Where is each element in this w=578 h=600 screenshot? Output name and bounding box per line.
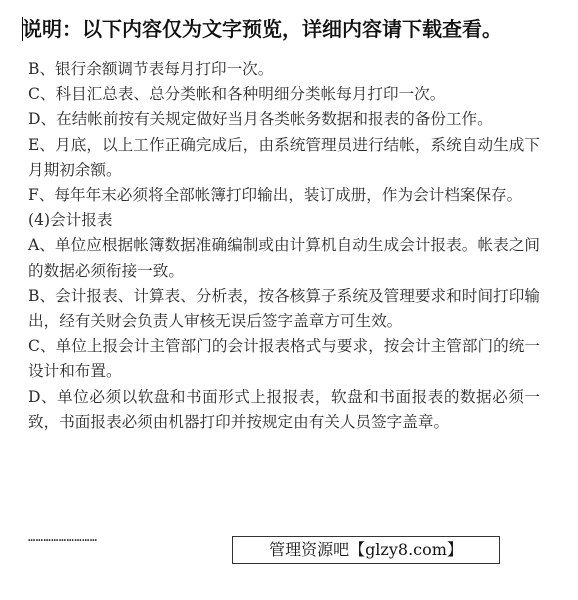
paragraph-a-report-generation: A、单位应根据帐簿数据准确编制或由计算机自动生成会计报表。帐表之间的数据必须衔接一致。 <box>28 236 540 280</box>
document-body <box>28 57 540 435</box>
section-heading-accounting-reports: (4)会计报表 <box>28 211 113 230</box>
paragraph-e-month-closing: E、月底，以上工作正确完成后，由系统管理员进行结帐，系统自动生成下月期初余额。 <box>28 135 540 179</box>
paragraph-f-year-end-archive: F、每年年末必须将全部帐簿打印输出，装订成册，作为会计档案保存。 <box>28 186 523 205</box>
preview-notice: 说明：以下内容仅为文字预览，详细内容请下载查看。 <box>22 17 502 41</box>
paragraph-b-report-printing: B、会计报表、计算表、分析表，按各核算子系统及管理要求和时间打印输出，经有关财会负责人审核无误后签字盖章方可生效。 <box>28 286 540 331</box>
paragraph-c-ledger-printing: C、科目汇总表、总分类帐和各种明细分类帐每月打印一次。 <box>28 85 446 104</box>
ellipsis-dots: ……………………… <box>28 530 98 544</box>
paragraph-d-backup: D、在结帐前按有关规定做好当月各类帐务数据和报表的备份工作。 <box>28 110 493 129</box>
source-watermark-box: 管理资源吧【glzy8.com】 <box>232 536 500 564</box>
paragraph-c-report-format: C、单位上报会计主管部门的会计报表格式与要求，按会计主管部门的统一设计和布置。 <box>28 337 540 381</box>
paragraph-d-report-submission: D、单位必须以软盘和书面形式上报报表，软盘和书面报表的数据必须一致，书面报表必须由机器打印并按规定由有关人员签字盖章。 <box>28 387 540 431</box>
paragraph-b-bank-reconciliation: B、银行余额调节表每月打印一次。 <box>28 60 274 78</box>
